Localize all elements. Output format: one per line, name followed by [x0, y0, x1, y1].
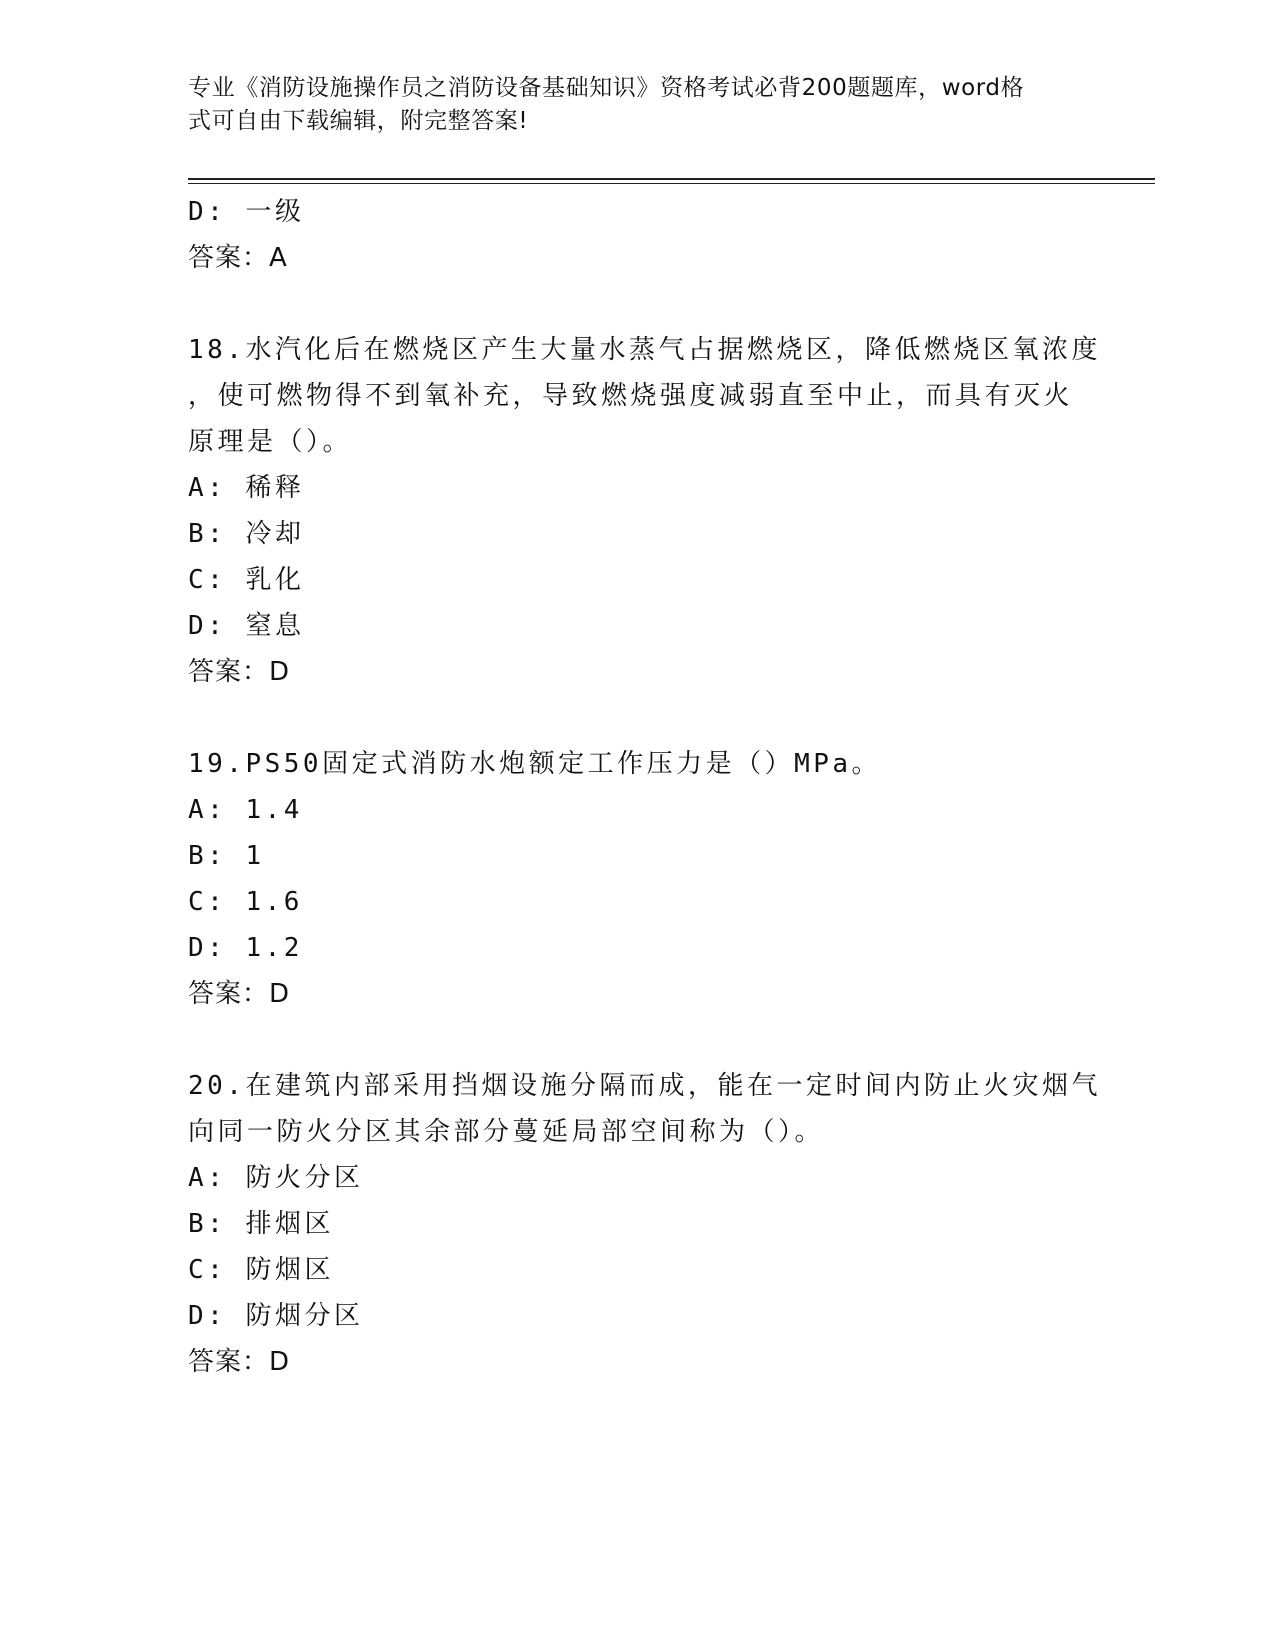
- question-text-line: 原理是（）。: [188, 427, 353, 457]
- option-c: C: 乳化: [188, 565, 305, 595]
- option-b: B: 排烟区: [188, 1209, 334, 1239]
- question-text-line: 20.在建筑内部采用挡烟设施分隔而成，能在一定时间内防止火灾烟气: [188, 1071, 1101, 1101]
- question-content: [188, 189, 1101, 1385]
- header-intro-line-2: 式可自由下载编辑，附完整答案!: [188, 108, 529, 134]
- question-20: [188, 1063, 1101, 1385]
- question-text-line: 向同一防火分区其余部分蔓延局部空间称为（）。: [188, 1117, 825, 1147]
- option-b: B: 冷却: [188, 519, 305, 549]
- continued-question: [188, 189, 1088, 281]
- option-d: D: 1.2: [188, 933, 303, 963]
- header-divider-thin: [188, 183, 1155, 184]
- answer-line: 答案：A: [188, 243, 288, 273]
- option-c: C: 防烟区: [188, 1255, 334, 1285]
- question-text-line: 19.PS50固定式消防水炮额定工作压力是（）MPa。: [188, 749, 882, 779]
- question-text-line: 18.水汽化后在燃烧区产生大量水蒸气占据燃烧区，降低燃烧区氧浓度: [188, 335, 1101, 365]
- question-19: [188, 741, 1088, 1017]
- document-header: [188, 72, 1068, 138]
- option-a: A: 防火分区: [188, 1163, 364, 1193]
- option-b: B: 1: [188, 841, 265, 871]
- answer-line: 答案：D: [188, 657, 291, 687]
- question-text-line: ，使可燃物得不到氧补充，导致燃烧强度减弱直至中止，而具有灭火: [188, 381, 1074, 411]
- option-d: D: 防烟分区: [188, 1301, 364, 1331]
- option-d: D: 一级: [188, 197, 305, 227]
- header-intro-line-1: 专业《消防设施操作员之消防设备基础知识》资格考试必背200题题库，word格: [188, 75, 1025, 101]
- option-a: A: 1.4: [188, 795, 303, 825]
- answer-line: 答案：D: [188, 1347, 291, 1377]
- option-a: A: 稀释: [188, 473, 305, 503]
- option-c: C: 1.6: [188, 887, 303, 917]
- option-d: D: 窒息: [188, 611, 305, 641]
- question-18: [188, 327, 1101, 695]
- header-divider-thick: [188, 178, 1155, 180]
- answer-line: 答案：D: [188, 979, 291, 1009]
